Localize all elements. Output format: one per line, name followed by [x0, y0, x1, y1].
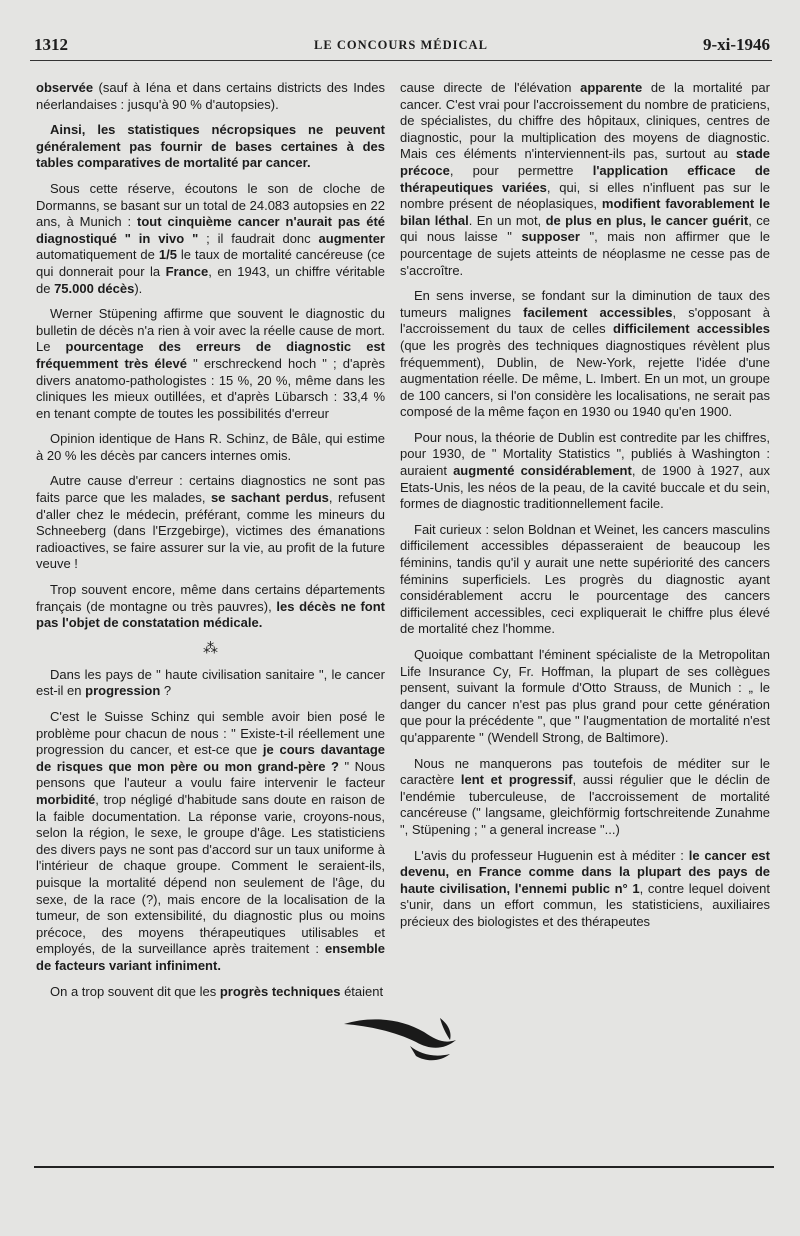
end-flourish-ornament — [340, 1010, 460, 1070]
asterism-divider: ⁂ — [203, 639, 218, 657]
paragraph: Pour nous, la théorie de Dublin est contredite par les chiffres, pour 1930, de " Mortality Statistics ", publiés à Washington : auraient augmenté considérablement, de 1900 à 1927, aux Etats-Unis, les néos de la peau, de la cavité buccale et du sein, formes de diagnostic traditionnellement facile. — [400, 429, 770, 512]
left-column — [36, 80, 385, 1009]
paragraph: Autre cause d'erreur : certains diagnostics ne sont pas faits parce que les malades, se sachant perdus, refusent d'aller chez le médecin, préférant, comme les mineurs du Schneeberg (dans l'Erzgebirge), victimes des émanations radioactives, se faire assurer sur la vie, au profit de la future veuve ! — [36, 473, 385, 572]
page-header — [30, 34, 772, 61]
paragraph: observée (sauf à Iéna et dans certains districts des Indes néerlandaises : jusqu'à 90 % d'autopsies). — [36, 80, 385, 112]
paragraph: Trop souvent encore, même dans certains départements français (de montagne ou très pauvres), les décès ne font pas l'objet de constatation médicale. — [36, 582, 385, 631]
paragraph: On a trop souvent dit que les progrès techniques étaient — [50, 983, 384, 999]
paragraph: cause directe de l'élévation apparente de la mortalité par cancer. C'est vrai pour l'accroissement du nombre de praticiens, de spécialistes, du chiffre des hôpitaux, cliniques, centres de diagnostic, pour la multiplication des moyens de diagnostic. Mais ces éléments n'interviennent-ils pas, surtout au stade précoce, pour permettre l'application efficace de thérapeutiques variées, qui, si elles n'influent pas sur le nombre présent de néoplasiques, modifient favorablement le bilan léthal. En un mot, de plus en plus, le cancer guérit, ce qui nous laisse " supposer ", mais non affirmer que le pourcentage de sujets atteints de néoplasme ne cesse pas de s'accroître. — [400, 80, 771, 278]
paragraph: Ainsi, les statistiques nécropsiques ne peuvent généralement pas fournir de bases certaines à des tables comparatives de mortalité par cancer. — [36, 122, 385, 171]
paragraph: Quoique combattant l'éminent spécialiste de la Metropolitan Life Insurance Cy, Fr. Hoffman, la plupart de ses collègues pensent, suivant la formule d'Otto Strauss, de Munich : „ le danger du cancer n'est pas plus grand pour cette génération que pour la précédente ", que " l'augmentation de mortalité n'est qu'apparente " (Wendell Strong, de Baltimore). — [400, 647, 770, 745]
bottom-rule — [34, 1166, 774, 1168]
paragraph: En sens inverse, se fondant sur la diminution de taux des tumeurs malignes facilement accessibles, s'opposant à l'accroissement du taux de celles difficilement accessibles (que les progrès des techniques diagnostiques révèlent plus fréquemment), Dublin, de New-York, rejette l'idée d'une augmentation réelle. De même, L. Imbert. En un mot, un groupe de 100 cancers, si l'on considère les localisations, ne serait pas composé de la même façon en 1930 ou 1940 qu'en 1900. — [400, 288, 771, 420]
journal-title: LE CONCOURS MÉDICAL — [314, 38, 488, 52]
paragraph: L'avis du professeur Huguenin est à méditer : le cancer est devenu, en France comme dans la plupart des pays de haute civilisation, l'ennemi public n° 1, contre lequel doivent s'unir, dans un effort commun, les statisticiens, auxiliaires précieux des biologistes et des thérapeutes — [400, 847, 770, 929]
issue-date: 9-xi-1946 — [702, 35, 770, 54]
paragraph: Werner Stüpening affirme que souvent le diagnostic du bulletin de décès n'a rien à voir avec la réelle cause de mort. Le pourcentage des erreurs de diagnostic est fréquemment très élevé " erschreckend hoch " ; d'après divers anatomo-pathologistes : 15 %, 20 %, même dans les cliniques les mieux outillées, et d'après Lübarsch : 33,4 % en tenant compte de toutes les possibilités d'erreur — [36, 306, 386, 421]
right-column — [400, 80, 770, 940]
paragraph: Nous ne manquerons pas toutefois de méditer sur le caractère lent et progressif, aussi régulier que le déclin de l'endémie tuberculeuse, de l'accroissement de mortalité cancéreuse (" langsame, gleichförmig fortschreitende Zunahme ", Stüpening ; " a general increase "...) — [400, 755, 770, 837]
paragraph: Opinion identique de Hans R. Schinz, de Bâle, qui estime à 20 % les décès par cancers internes omis. — [36, 431, 385, 463]
page-number: 1312 — [34, 35, 68, 54]
paragraph: Dans les pays de " haute civilisation sanitaire ", le cancer est-il en progression ? — [36, 666, 385, 699]
paragraph: Sous cette réserve, écoutons le son de cloche de Dormanns, se basant sur un total de 24.083 autopsies en 22 ans, à Munich : tout cinquième cancer n'aurait pas été diagnostiqué " in vivo " ; il faudrait donc augmenter automatiquement de 1/5 le taux de mortalité cancéreuse (ce qui donnerait pour la France, en 1943, un chiffre véritable de 75.000 décès). — [36, 180, 386, 296]
paragraph: C'est le Suisse Schinz qui semble avoir bien posé le problème pour chacun de nous : " Existe-t-il réellement une progression du cancer, et est-ce que je cours davantage de risques que mon père ou mon grand-père ? " Nous pensons que l'auteur a voulu faire intervenir le facteur morbidité, trop négligé d'habitude sans doute en raison de la faible documentation. La réponse varie, croyons-nous, selon la région, le sexe, le groupe d'âge. Les statisticiens des divers pays ne sont pas d'accord sur un taux uniforme à l'intérieur de chaque groupe. Comment le seraient-ils, puisque la mortalité dépend non seulement de l'âge, du sexe, de la race (?), mais encore de la localisation de la tumeur, de son extensibilité, du diagnostic plus ou moins précoce, des moyens thérapeutiques utilisables et employés, de la surveillance après traitement : ensemble de facteurs variant infiniment. — [36, 709, 385, 973]
paragraph: Fait curieux : selon Boldnan et Weinet, les cancers masculins difficilement accessibles dépasseraient de beaucoup les féminins, tandis qu'il y aurait une nette supériorité des cancers féminins superficiels. Les progrès du diagnostic ayant considérablement accru le pourcentage des cancers difficilement accessibles, ceci expliquerait le chiffre plus élevé de mortalité chez l'homme. — [400, 521, 770, 637]
